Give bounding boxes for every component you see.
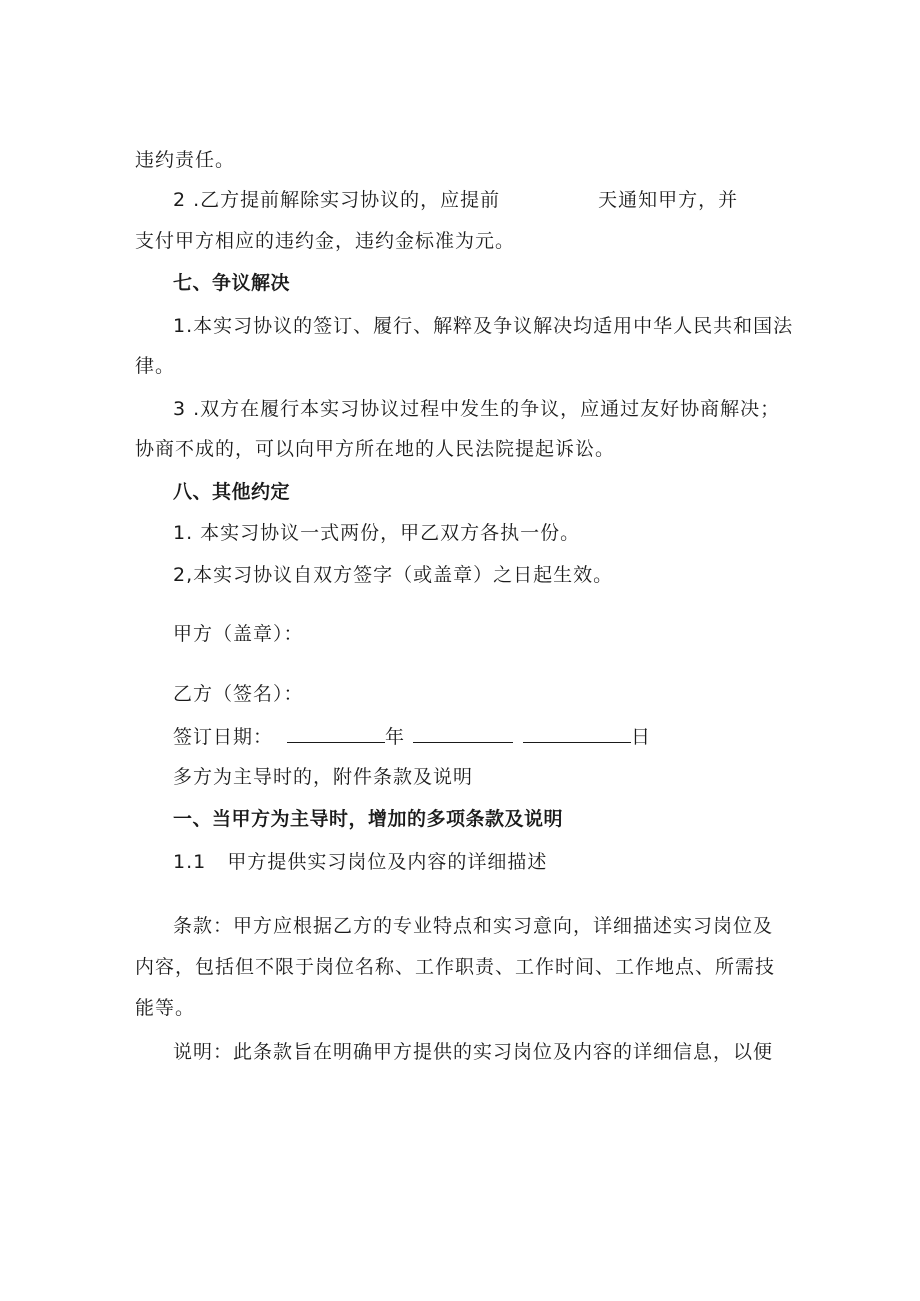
section8-heading: 八、其他约定 [173,481,291,503]
annex-sub-heading: 1.1 甲方提供实习岗位及内容的详细描述 [173,851,548,873]
section7-item3-line2: 协商不成的，可以向甲方所在地的人民法院提起诉讼。 [135,438,616,460]
day-char: 日 [631,726,652,748]
section7-item1-line2: 律。 [135,355,176,377]
section7-item3-line1: 3 .双方在履行本实习协议过程中发生的争议，应通过友好协商解决； [173,398,781,420]
annex-clause-line1: 条款：甲方应根据乙方的专业特点和实习意向，详细描述实习岗位及 [173,915,774,937]
section7-item1-line1: 1.本实习协议的签订、履行、解粹及争议解决均适用中华人民共和国法 [173,315,794,337]
section6-item2-line2: 支付甲方相应的违约金，违约金标准为元。 [135,230,516,252]
section6-item2-line1 [173,187,738,213]
section7-heading: 七、争议解决 [173,272,291,294]
party-a-signature-label: 甲方（盖章）： [173,623,304,645]
day-blank [523,722,631,743]
section6-line-a: 违约责任。 [135,149,236,171]
date-label: 签订日期： [173,726,274,748]
section8-item2: 2,本实习协议自双方签字（或盖章）之日起生效。 [173,564,614,586]
annex-heading: 一、当甲方为主导时，增加的多项条款及说明 [173,808,564,830]
annex-clause-line3: 能等。 [135,997,196,1019]
annex-note-line1: 说明：此条款旨在明确甲方提供的实习岗位及内容的详细信息，以便 [173,1041,774,1063]
section6-item2-middle: 天通知甲方，并 [598,189,739,211]
section6-item2-prefix: 2 .乙方提前解除实习协议的，应提前 [173,189,501,211]
month-blank [413,722,513,743]
year-char: 年 [385,726,406,748]
party-b-signature-label: 乙方（签名）： [173,683,304,705]
annex-clause-line2: 内容，包括但不限于岗位名称、工作职责、工作时间、工作地点、所需技 [135,956,776,978]
annex-intro: 多方为主导时的，附件条款及说明 [173,766,474,788]
section8-item1: 1. 本实习协议一式两份，甲乙双方各执一份。 [173,522,581,544]
year-blank [287,722,385,743]
signing-date-row [173,722,651,750]
